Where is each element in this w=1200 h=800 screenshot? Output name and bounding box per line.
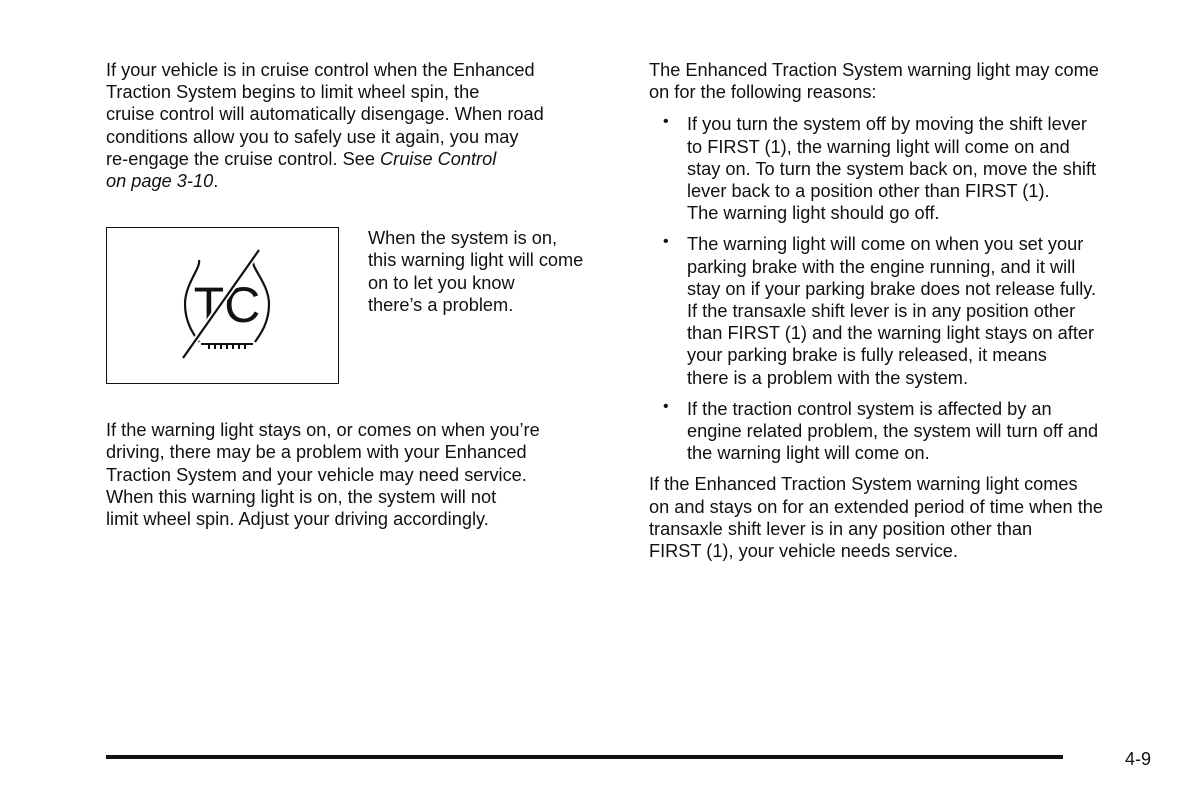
- warning-light-stays-on-paragraph: [106, 419, 616, 530]
- cross-reference-link[interactable]: Cruise Control: [380, 148, 497, 169]
- text-line: The warning light should go off.: [687, 203, 940, 224]
- text-line: The warning light will come on when you set your: [687, 234, 1084, 255]
- text-line: driving, there may be a problem with your Enhanced: [106, 442, 527, 463]
- text-line: parking brake with the engine running, and it will: [687, 256, 1076, 277]
- text-line: engine related problem, the system will turn off and: [687, 421, 1099, 442]
- text-line: If the Enhanced Traction System warning light comes: [649, 474, 1078, 495]
- text-line: If the traction control system is affected by an: [687, 398, 1052, 419]
- text-line: Traction System begins to limit wheel spin, the: [106, 82, 480, 103]
- footer-rule: [106, 755, 1063, 759]
- reasons-list: [649, 113, 1169, 464]
- text-line: to FIRST (1), the warning light will come on and: [687, 136, 1070, 157]
- text-line: The Enhanced Traction System warning light may come: [649, 60, 1099, 80]
- icon-letters: TC: [193, 277, 261, 334]
- cruise-control-paragraph: [106, 59, 616, 192]
- text-line: When the system is on,: [368, 228, 558, 249]
- text-line: When this warning light is on, the system will not: [106, 486, 497, 507]
- text-line: cruise control will automatically disengage. When road: [106, 104, 544, 125]
- text-line: If the warning light stays on, or comes on when you’re: [106, 420, 540, 441]
- text-line: FIRST (1), your vehicle needs service.: [649, 541, 958, 562]
- text-line: If you turn the system off by moving the shift lever: [687, 114, 1087, 135]
- text-line: If the transaxle shift lever is in any position other: [687, 301, 1076, 322]
- needs-service-paragraph: [649, 473, 1169, 562]
- text-line: transaxle shift lever is in any position other than: [649, 518, 1033, 539]
- text-line: this warning light will come: [368, 250, 584, 271]
- warning-light-caption: [368, 227, 618, 316]
- text-line: the warning light will come on.: [687, 443, 930, 464]
- warning-light-image-box: [106, 227, 339, 384]
- text-line: If your vehicle is in cruise control when the Enhanced: [106, 60, 535, 80]
- page-number: 4-9: [1125, 749, 1152, 769]
- text-line: [106, 148, 616, 170]
- text-line: stay on if your parking brake does not release fully.: [687, 278, 1097, 299]
- text-line: there is a problem with the system.: [687, 367, 969, 388]
- text-line: conditions allow you to safely use it again, you may: [106, 126, 519, 147]
- bullet-icon: •: [663, 113, 669, 131]
- right-column: [649, 59, 1169, 594]
- text-line: on and stays on for an extended period of time when the: [649, 496, 1103, 517]
- text-line: limit wheel spin. Adjust your driving accordingly.: [106, 509, 489, 530]
- list-item: [649, 398, 1169, 465]
- text-fragment: re-engage the cruise control. See: [106, 148, 380, 169]
- text-line: on to let you know: [368, 272, 515, 293]
- reasons-intro: [649, 59, 1169, 103]
- text-fragment: .: [213, 171, 219, 192]
- list-item: [649, 113, 1169, 224]
- text-line: your parking brake is fully released, it means: [687, 345, 1047, 366]
- left-column: [106, 59, 616, 562]
- traction-control-off-icon: [179, 248, 275, 360]
- bullet-icon: •: [663, 233, 669, 251]
- text-line: stay on. To turn the system back on, move the shift: [687, 158, 1097, 179]
- text-line: there’s a problem.: [368, 294, 514, 315]
- warning-light-figure: [106, 227, 616, 397]
- text-line: than FIRST (1) and the warning light stays on after: [687, 323, 1095, 344]
- list-item: [649, 233, 1169, 388]
- text-line: on for the following reasons:: [649, 82, 877, 103]
- text-line: [106, 170, 616, 192]
- cross-reference-page[interactable]: on page 3-10: [106, 171, 214, 192]
- text-line: lever back to a position other than FIRST (1).: [687, 181, 1050, 202]
- text-line: Traction System and your vehicle may need service.: [106, 464, 527, 485]
- bullet-icon: •: [663, 397, 669, 415]
